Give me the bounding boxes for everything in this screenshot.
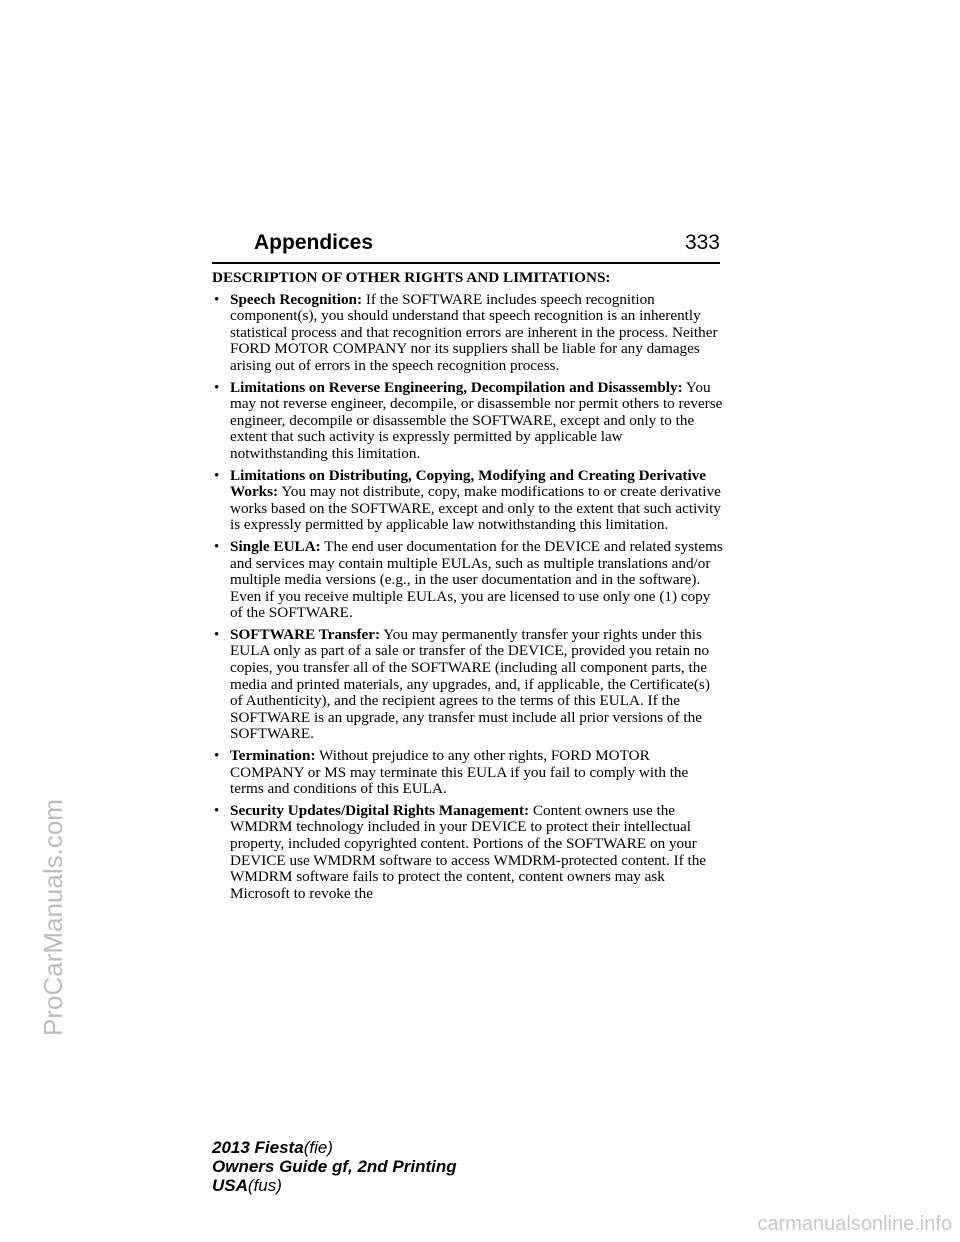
page-footer bbox=[212, 1138, 457, 1195]
list-item bbox=[212, 292, 724, 375]
footer-market: USA bbox=[212, 1176, 248, 1195]
bullet-icon: • bbox=[214, 537, 220, 555]
item-text: You may not distribute, copy, make modifications to or create derivative works based on the SOFTWARE, except and only to the extent that such activity is expressly permitted by applicable law notwithstanding this limitation. bbox=[230, 483, 721, 534]
section-title: Appendices bbox=[254, 231, 374, 254]
bullet-icon: • bbox=[214, 378, 220, 396]
bullet-icon: • bbox=[214, 747, 220, 765]
footer-guide: Owners Guide gf, 2nd Printing bbox=[212, 1157, 457, 1176]
side-watermark: ProCarManuals.com bbox=[38, 799, 68, 1036]
item-term: SOFTWARE Transfer: bbox=[230, 625, 381, 643]
item-term: Single EULA: bbox=[230, 537, 321, 555]
list-item bbox=[212, 380, 724, 463]
list-item bbox=[212, 468, 724, 534]
footer-market-code: (fus) bbox=[247, 1176, 282, 1195]
page-header bbox=[212, 228, 720, 264]
bullet-icon: • bbox=[214, 290, 220, 308]
footer-model-line bbox=[212, 1138, 457, 1157]
footer-market-line bbox=[212, 1176, 457, 1195]
item-term: Limitations on Distributing, Copying, Modifying and Creating Derivative Works: bbox=[230, 466, 707, 501]
item-text: You may not reverse engineer, decompile, or disassemble nor permit others to reverse engineer, decompile or disassemble the SOFTWARE, except and only to the extent that such activity is expressly permitted by applicable law notwithstanding this limitation. bbox=[230, 378, 723, 462]
item-term: Limitations on Reverse Engineering, Decompilation and Disassembly: bbox=[230, 378, 683, 396]
footer-model: 2013 Fiesta bbox=[212, 1138, 304, 1157]
bullet-icon: • bbox=[214, 466, 220, 484]
item-text: You may permanently transfer your rights under this EULA only as part of a sale or transfer of the DEVICE, provided you retain no copies, you transfer all of the SOFTWARE (including all component parts, the media and printed materials, any upgrades, and, if applicable, the Certificate(s) of Authenticity), and the recipient agrees to the terms of this EULA. If the SOFTWARE is an upgrade, any transfer must include all prior versions of the SOFTWARE. bbox=[230, 625, 710, 743]
item-text: If the SOFTWARE includes speech recognition component(s), you should understand that speech recognition is an inherently statistical process and that recognition errors are inherent in the process. Neither FORD MOTOR COMPANY nor its suppliers shall be liable for any damages arising out of errors in the speech recognition process. bbox=[230, 290, 718, 374]
bullet-icon: • bbox=[214, 625, 220, 643]
list-item bbox=[212, 748, 724, 798]
list-item bbox=[212, 803, 724, 903]
footer-model-code: (fie) bbox=[303, 1138, 333, 1157]
item-text: Content owners use the WMDRM technology included in your DEVICE to protect their intellectual property, included copyrighted content. Portions of the SOFTWARE on your DEVICE use WMDRM software to access WMDRM-protected content. If the WMDRM software fails to protect the content, content owners may ask Microsoft to revoke the bbox=[230, 801, 707, 902]
item-term: Security Updates/Digital Rights Management: bbox=[230, 801, 530, 819]
intro-heading: DESCRIPTION OF OTHER RIGHTS AND LIMITATIONS: bbox=[212, 269, 611, 286]
list-item bbox=[212, 539, 724, 622]
item-term: Speech Recognition: bbox=[230, 290, 363, 308]
item-text: Without prejudice to any other rights, FORD MOTOR COMPANY or MS may terminate this EULA if you fail to comply with the terms and conditions of this EULA. bbox=[230, 747, 689, 798]
rights-list bbox=[212, 292, 724, 903]
site-watermark: carmanualsonline.info bbox=[757, 1213, 952, 1235]
page-number: 333 bbox=[684, 231, 720, 254]
item-term: Termination: bbox=[230, 747, 316, 765]
list-item bbox=[212, 627, 724, 743]
bullet-icon: • bbox=[214, 801, 220, 819]
main-content bbox=[212, 270, 724, 907]
item-text: The end user documentation for the DEVICE and related systems and services may contain multiple EULAs, such as multiple translations and/or multiple media versions (e.g., in the user documentation and in the software). Even if you receive multiple EULAs, you are licensed to use only one (1) copy of the SOFTWARE. bbox=[230, 537, 723, 622]
